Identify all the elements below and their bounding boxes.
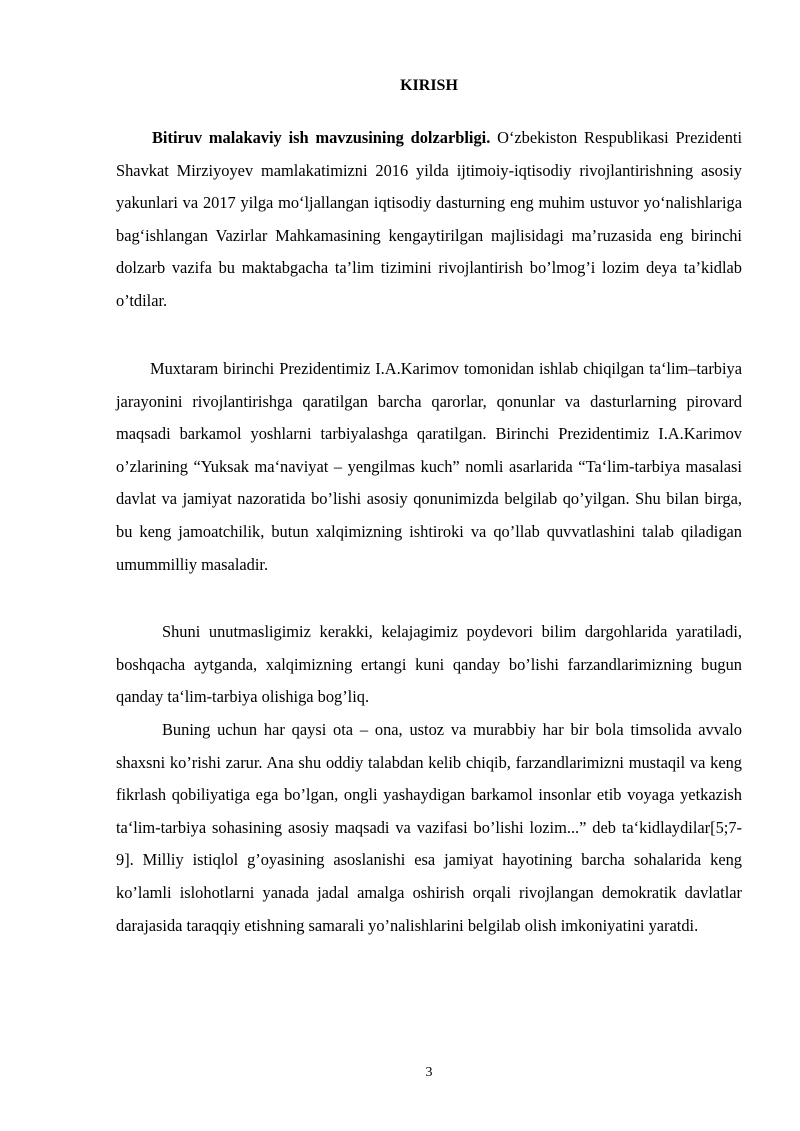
paragraph-future: Shuni unutmasligimiz kerakki, kelajagimiz poydevori bilim dargohlarida yaratiladi, boshqacha aytganda, xalqimizning ertangi kuni qanday bo’lishi farzandlarimizning bugun qanday ta‘lim-tarbiya olishiga bog’liq. — [116, 622, 742, 707]
paragraph-parents: Buning uchun har qaysi ota – ona, ustoz va murabbiy har bir bola timsolida avvalo shaxsni ko’rishi zarur. Ana shu oddiy talabdan kelib chiqib, farzandlarimizni mustaqil va keng fikrlash qobiliyatiga ega bo’lgan, ongli yashaydigan barkamol insonlar etib voyaga yetkazish ta‘lim-tarbiya sohasining asosiy maqsadi va vazifasi bo’lishi lozim...” deb ta‘kidlaydilar[5;7-9]. Milliy istiqlol g’oyasining asoslanishi esa jamiyat hayotining barcha sohalarida keng ko’lamli islohotlarni yanada jadal amalga oshirish orqali rivojlangan demokratik davlatlar darajasida taraqqiy etishning samarali yo’nalishlarini belgilab olish imkoniyatini yaratdi. — [116, 720, 742, 935]
paragraph-lead-heading: Bitiruv malakaviy ish mavzusining dolzarbligi. — [152, 128, 491, 147]
section-title: KIRISH — [400, 77, 458, 94]
paragraph-karimov: Muxtaram birinchi Prezidentimiz I.A.Karimov tomonidan ishlab chiqilgan ta‘lim–tarbiya jarayonini rivojlantirishga qaratilgan barcha qarorlar, qonunlar va dasturlarning pirovard maqsadi barkamol yoshlarni tarbiyalashga qaratilgan. Birinchi Prezidentimiz I.A.Karimov o’zlarining “Yuksak ma‘naviyat – yengilmas kuch” nomli asarlarida “Ta‘lim-tarbiya masalasi davlat va jamiyat nazoratida bo’lishi asosiy qonunimizda belgilab qo’yilgan. Shu bilan birga, bu keng jamoatchilik, butun xalqimizning ishtiroki va qo’llab quvvatlashini talab qiladigan umummilliy masaladir. — [116, 359, 742, 574]
page-number: 3 — [425, 1065, 433, 1080]
document-page — [116, 0, 742, 1131]
paragraph-text: O‘zbekiston Respublikasi Prezidenti Shavkat Mirziyoyev mamlakatimizni 2016 yilda ijtimoiy-iqtisodiy rivojlantirishning asosiy yakunlari va 2017 yilga mo‘ljallangan iqtisodiy dasturning eng muhim ustuvor yo‘nalishlariga bag‘ishlangan Vazirlar Mahkamasining kengaytirilgan majlisidagi ma’ruzasida eng birinchi dolzarb vazifa bu maktabgacha ta’lim tizimini rivojlantirish bo’lmog’i lozim deya ta’kidlab o’tdilar. — [116, 128, 742, 310]
paragraph-relevance — [116, 122, 742, 318]
